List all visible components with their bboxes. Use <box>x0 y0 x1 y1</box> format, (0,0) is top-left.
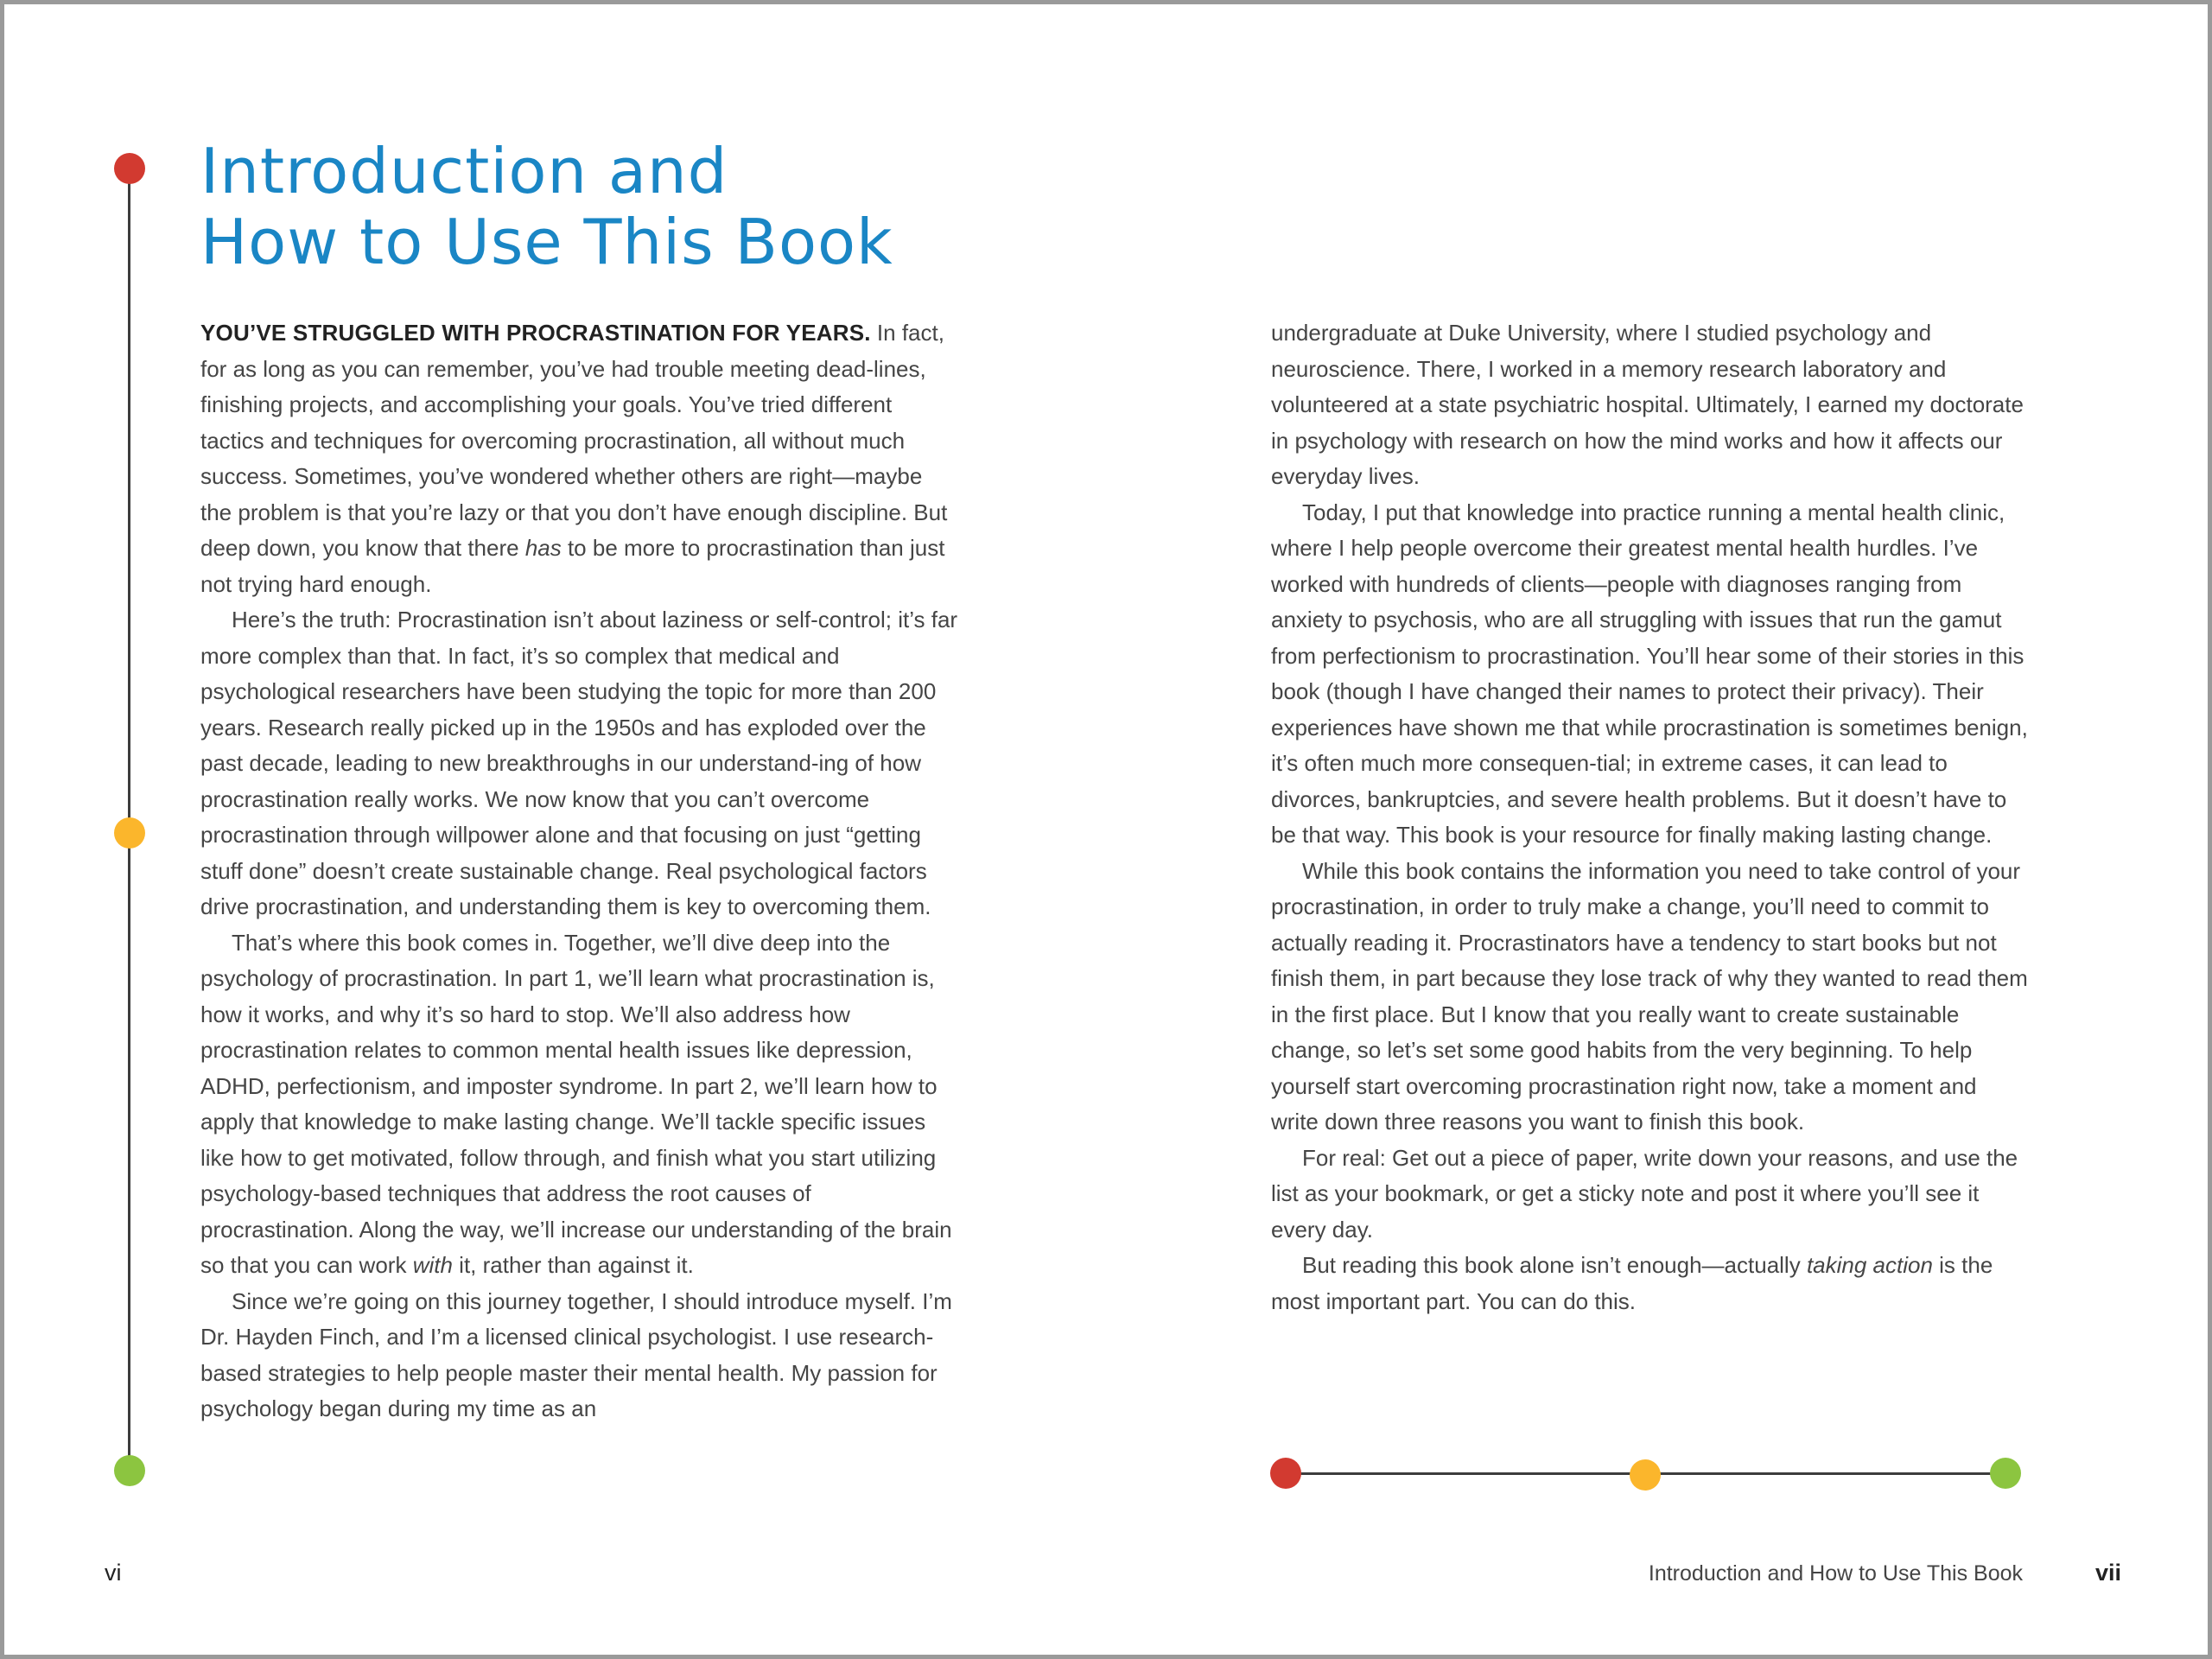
timeline-dot-yellow <box>114 817 145 849</box>
lead-in: YOU’VE STRUGGLED WITH PROCRASTINATION FOR YEARS. <box>200 320 871 346</box>
paragraph: YOU’VE STRUGGLED WITH PROCRASTINATION FOR YEARS. In fact, for as long as you can remember, you’ve had trouble meeting dead-lines, finishing projects, and accomplishing your goals. You’ve tried different tactics and techniques for overcoming procrastination, all without much success. Sometimes, you’ve wondered whether others are right—maybe the problem is that you’re lazy or that you don’t have enough discipline. But deep down, you know that there has to be more to procrastination than just not trying hard enough. <box>200 320 948 597</box>
left-text-column <box>200 315 959 1427</box>
chapter-title-line-2: How to Use This Book <box>200 206 893 278</box>
paragraph: Since we’re going on this journey together, I should introduce myself. I’m Dr. Hayden Finch, and I’m a licensed clinical psychologist. I use research-based strategies to help people master their mental health. My passion for psychology began during my time as an <box>200 1287 952 1421</box>
paragraph: Today, I put that knowledge into practice running a mental health clinic, where I help people overcome their greatest mental health hurdles. I’ve worked with hundreds of clients—people with diagnoses ranging from anxiety to psychosis, who are all struggling with issues that run the gamut from perfectionism to procrastination. You’ll hear some of their stories in this book (though I have changed their names to protect their privacy). Their experiences have shown me that while procrastination is sometimes benign, it’s often much more consequen-tial; in extreme cases, it can lead to divorces, bankruptcies, and severe health problems. But it doesn’t have to be that way. This book is your resource for finally making lasting change. <box>1271 499 2028 848</box>
paragraph: But reading this book alone isn’t enough—actually taking action is the most important part. You can do this. <box>1271 1252 1993 1314</box>
chapter-title <box>200 136 893 277</box>
paragraph: For real: Get out a piece of paper, write down your reasons, and use the list as your bookmark, or get a sticky note and post it where you’ll see it every day. <box>1271 1144 2018 1243</box>
timeline-dot-red <box>1270 1458 1301 1489</box>
left-page-number: vi <box>105 1560 122 1586</box>
paragraph: While this book contains the information you need to take control of your procrastination, in order to truly make a change, you’ll need to commit to actually reading it. Procrastinators have a tendency to start books but not finish them, in part because they lose track of why they wanted to read them in the first place. But I know that you really want to create sustainable change, so let’s set some good habits from the very beginning. To help yourself start overcoming procrastination right now, take a moment and write down three reasons you want to finish this book. <box>1271 857 2028 1135</box>
timeline-dot-yellow <box>1630 1459 1661 1491</box>
paragraph: undergraduate at Duke University, where I studied psychology and neuroscience. There, I worked in a memory research laboratory and volunteered at a state psychiatric hospital. Ultimately, I earned my doctorate in psychology with research on how the mind works and how it affects our everyday lives. <box>1271 320 2024 489</box>
chapter-title-line-1: Introduction and <box>200 135 728 207</box>
running-head: Introduction and How to Use This Book <box>1648 1561 2023 1586</box>
emphasis: with <box>412 1252 453 1278</box>
right-page-number: vii <box>2095 1560 2122 1586</box>
paragraph: That’s where this book comes in. Together, we’ll dive deep into the psychology of procrastination. In part 1, we’ll learn what procrastination is, how it works, and why it’s so hard to stop. We’ll also address how procrastination relates to common mental health issues like depression, ADHD, perfectionism, and imposter syndrome. In part 2, we’ll learn how to apply that knowledge to make lasting change. We’ll tackle specific issues like how to get motivated, follow through, and finish what you start utilizing psychology-based techniques that address the root causes of procrastination. Along the way, we’ll increase our understanding of the brain so that you can work with it, rather than against it. <box>200 929 952 1278</box>
emphasis: has <box>524 535 562 561</box>
timeline-dot-green <box>1990 1458 2021 1489</box>
right-text-column <box>1271 315 2028 1319</box>
emphasis: taking action <box>1806 1252 1933 1278</box>
timeline-dot-red <box>114 153 145 184</box>
timeline-dot-green <box>114 1455 145 1486</box>
paragraph: Here’s the truth: Procrastination isn’t about laziness or self-control; it’s far more complex than that. In fact, it’s so complex that medical and psychological researchers have been studying the topic for more than 200 years. Research really picked up in the 1950s and has exploded over the past decade, leading to new breakthroughs in our understand-ing of how procrastination really works. We now know that you can’t overcome procrastination through willpower alone and that focusing on just “getting stuff done” doesn’t create sustainable change. Real psychological factors drive procrastination, and understanding them is key to overcoming them. <box>200 607 958 919</box>
